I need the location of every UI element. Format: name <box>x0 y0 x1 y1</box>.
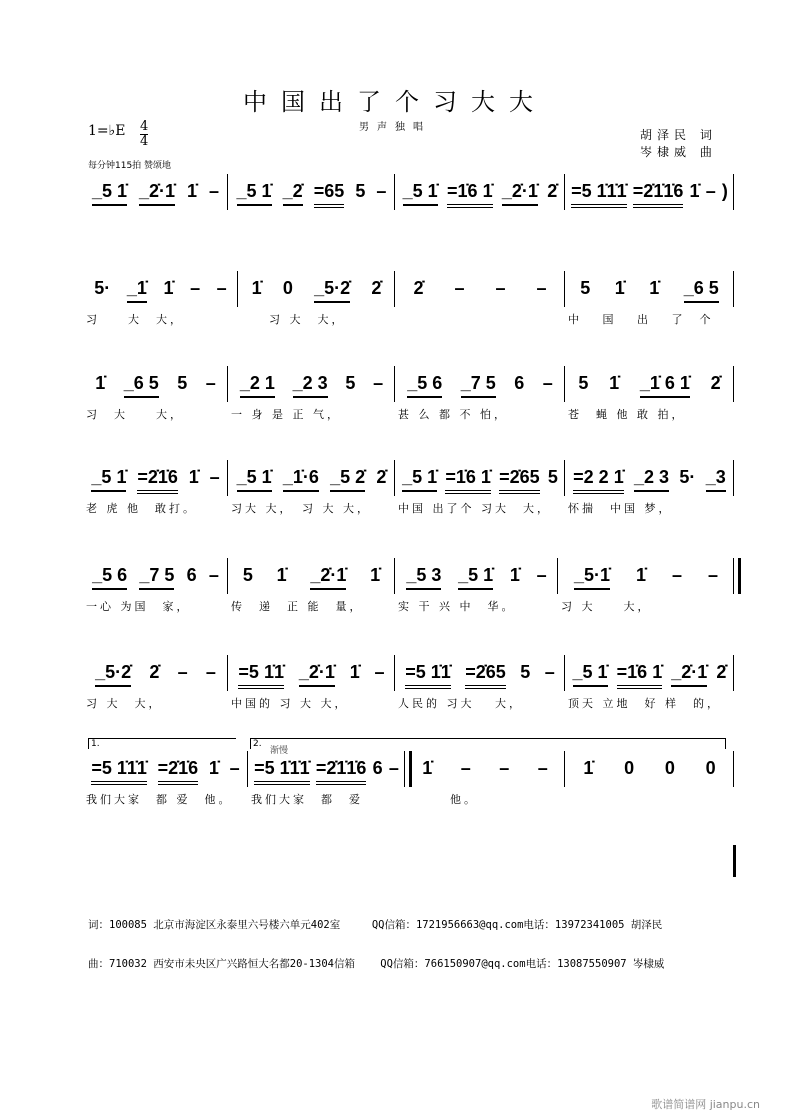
barline <box>733 558 741 594</box>
note-group: =2̇65 <box>465 661 506 689</box>
note-group: =2 2 1̇ <box>573 466 624 494</box>
composer: 岑棣威 曲 <box>640 145 717 159</box>
note-group: =2̇1̇1̇6 <box>316 757 367 785</box>
time-bottom: 4 <box>140 134 149 149</box>
note-group: 0 <box>664 758 675 778</box>
note-group: 1̇ <box>276 565 287 585</box>
note-group: 5 <box>355 181 366 201</box>
lyrics: 习 大 大， <box>86 313 184 326</box>
time-signature <box>140 120 148 149</box>
lyrics: 中国 出了个 习大 大， <box>398 502 551 515</box>
note-group: 1̇ <box>609 373 620 393</box>
lyrics: 中 国 出 了 个 <box>568 313 714 326</box>
note-group: 1̇ <box>509 565 520 585</box>
note-group: _6 5 <box>124 372 159 398</box>
key-signature: 1=♭E <box>88 123 126 139</box>
note-group: _2 3 <box>293 372 328 398</box>
note-group: 5· <box>94 278 111 298</box>
note-group: =5 1̇1̇1̇ <box>571 180 627 208</box>
final-barline <box>733 845 736 877</box>
note-group: 2̇ <box>716 662 727 682</box>
note-group: _1̇·6 <box>283 466 319 492</box>
note-group: =5 1̇1̇ <box>405 661 451 689</box>
note-group: _5 6 <box>407 372 442 398</box>
barline <box>564 460 565 496</box>
note-group: _5 1̇ <box>237 180 272 206</box>
barline <box>733 751 734 787</box>
note-group: =1̇6 1̇ <box>617 661 663 689</box>
note-group: 1̇ <box>614 278 625 298</box>
note-group: 5 <box>547 467 558 487</box>
note-group: 1̇ <box>208 758 219 778</box>
lyrics: 习 大 大， <box>86 408 184 421</box>
note-group: 1̇ <box>163 278 174 298</box>
note-group: _5 1̇ <box>458 564 493 590</box>
note-group: _5 1̇ <box>237 466 272 492</box>
note-group: 0 <box>624 758 635 778</box>
note-group: – <box>536 565 547 585</box>
lyrics: 习大 大， 习 大 大， <box>231 502 371 515</box>
score-line <box>84 372 740 421</box>
note-group: 2̇ <box>376 467 387 487</box>
volta-first <box>88 738 236 749</box>
note-group: _2̇·1̇ <box>310 564 346 590</box>
note-group: _3 <box>706 466 726 492</box>
note-group: =5 1̇1̇1̇ <box>254 757 310 785</box>
note-group: _5·2̇ <box>314 277 350 303</box>
note-group: _1̇ <box>127 277 147 303</box>
lyrics: 习 大 大， <box>86 697 163 710</box>
note-group: _5 1̇ <box>403 180 438 206</box>
measure <box>566 757 735 797</box>
barline <box>227 558 228 594</box>
volta-second <box>250 738 726 749</box>
note-group: 6 <box>372 758 383 778</box>
lyrics: 一心 为国 家， <box>86 600 191 613</box>
credits <box>640 127 717 161</box>
note-group: 1̇ <box>370 565 381 585</box>
barline <box>394 271 395 307</box>
lyrics: 顶天 立地 好 样 的， <box>568 697 721 710</box>
note-group: _2 1 <box>240 372 275 398</box>
score-line <box>84 661 740 710</box>
note-group: 6 <box>514 373 525 393</box>
note-group: _5 2̇ <box>330 466 365 492</box>
barline <box>227 174 228 210</box>
note-group: 1̇ <box>188 467 199 487</box>
barline <box>564 271 565 307</box>
note-group: 2̇ <box>413 278 424 298</box>
note-group: _5·2̇ <box>95 661 131 687</box>
barline <box>564 174 565 210</box>
lyrics: 一 身 是 正 气， <box>231 408 341 421</box>
barline <box>394 460 395 496</box>
note-group: – <box>707 565 718 585</box>
note-group: – <box>542 373 553 393</box>
rit-marking: 渐慢 <box>270 746 289 756</box>
note-group: – <box>460 758 471 778</box>
barline <box>394 655 395 691</box>
note-group: _2 3 <box>634 466 669 492</box>
lyrics: 习 大 大， <box>561 600 652 613</box>
score-line <box>84 277 740 326</box>
barline <box>394 174 395 210</box>
lyrics: 我们大家 都 爱 <box>251 793 363 806</box>
note-group: 2̇ <box>149 662 160 682</box>
note-group: – <box>373 373 384 393</box>
note-group: _2̇·1̇ <box>139 180 175 206</box>
watermark: 歌谱简谱网 jianpu.cn <box>651 1098 760 1111</box>
note-group: =1̇6 1̇ <box>447 180 493 208</box>
contact-footer <box>88 893 664 997</box>
barline <box>733 655 734 691</box>
note-group: =5 1̇1̇1̇ <box>91 757 147 785</box>
lyrics: 苍 蝇 他 敢 拍， <box>568 408 686 421</box>
note-group: =2̇65 <box>499 466 540 494</box>
note-group: – <box>536 278 547 298</box>
note-group: 1̇ <box>635 565 646 585</box>
note-group: _5 6 <box>92 564 127 590</box>
measure <box>396 277 566 317</box>
note-group: – <box>388 758 399 778</box>
note-group: _5 1̇ <box>92 180 127 206</box>
note-group: – <box>671 565 682 585</box>
lyrics: 人民的 习大 大， <box>398 697 523 710</box>
note-group: 5· <box>679 467 696 487</box>
score-line <box>84 180 740 220</box>
note-group: _2̇·1̇ <box>671 661 707 687</box>
note-group: _2̇ <box>283 180 303 206</box>
note-group: 5 <box>578 373 589 393</box>
measure <box>396 180 566 220</box>
barline <box>733 366 734 402</box>
note-group: 5 <box>520 662 531 682</box>
note-group: 1̇ <box>583 758 594 778</box>
note-group: _1̇ 6 1̇ <box>640 372 690 398</box>
lyricist-contact: 词：100085 北京市海淀区永泰里六号楼六单元402室 QQ信箱：1721956663@qq.com电话：13972341005 胡泽民 <box>88 919 663 931</box>
barline <box>237 271 238 307</box>
note-group: ) <box>721 181 728 201</box>
time-top: 4 <box>140 119 149 134</box>
barline <box>227 655 228 691</box>
note-group: – <box>705 181 716 201</box>
note-group: =2̇1̇6 <box>158 757 199 785</box>
composer-contact: 曲：710032 西安市未央区广兴路恒大名都20-1304信箱 QQ信箱：766150907@qq.com电话：13087550907 岑棣威 <box>88 958 665 970</box>
note-group: 1̇ <box>422 758 433 778</box>
barline <box>733 460 734 496</box>
note-group: _7 5 <box>461 372 496 398</box>
note-group: – <box>454 278 465 298</box>
measure <box>229 180 396 220</box>
note-group: 5 <box>242 565 253 585</box>
note-group: 5 <box>345 373 356 393</box>
barline <box>227 366 228 402</box>
measure <box>84 180 229 220</box>
barline <box>564 655 565 691</box>
barline <box>247 751 248 787</box>
barline <box>394 366 395 402</box>
barline <box>733 174 734 210</box>
note-group: =65 <box>314 180 345 208</box>
note-group: 6 <box>186 565 197 585</box>
lyrics: 我们大家 都 爱 他。 <box>86 793 233 806</box>
note-group: _2̇·1̇ <box>299 661 335 687</box>
note-group: 2̇ <box>547 181 558 201</box>
note-group: – <box>209 467 220 487</box>
barline <box>557 558 558 594</box>
note-group: 1̇ <box>251 278 262 298</box>
subtitle: 男声独唱 <box>359 122 431 133</box>
note-group: 1̇ <box>689 181 700 201</box>
note-group: =2̇1̇6 <box>137 466 178 494</box>
note-group: 0 <box>282 278 293 298</box>
note-group: – <box>537 758 548 778</box>
note-group: _7 5 <box>139 564 174 590</box>
note-group: – <box>208 181 219 201</box>
note-group: _5·1̇ <box>574 564 610 590</box>
barline <box>564 366 565 402</box>
note-group: – <box>216 278 227 298</box>
note-group: 2̇ <box>710 373 721 393</box>
note-group: – <box>499 758 510 778</box>
note-group: 2̇ <box>371 278 382 298</box>
note-group: 1̇ <box>95 373 106 393</box>
note-group: 1̇ <box>187 181 198 201</box>
score-line <box>84 757 740 806</box>
note-group: – <box>374 662 385 682</box>
note-group: – <box>177 662 188 682</box>
note-group: – <box>376 181 387 201</box>
lyrics: 怀揣 中国 梦， <box>568 502 673 515</box>
note-group: – <box>495 278 506 298</box>
note-group: – <box>205 662 216 682</box>
note-group: =1̇6 1̇ <box>445 466 491 494</box>
volta-first-label: 1. <box>91 739 100 749</box>
note-group: =5 1̇1̇ <box>238 661 284 689</box>
note-group: =2̇1̇1̇6 <box>633 180 684 208</box>
barline <box>394 558 395 594</box>
note-group: _5 1̇ <box>91 466 126 492</box>
lyrics: 习 大 大， <box>241 313 346 326</box>
note-group: 5 <box>177 373 188 393</box>
lyrics: 实 干 兴 中 华。 <box>398 600 516 613</box>
note-group: _2̇·1̇ <box>502 180 538 206</box>
note-group: _5 3 <box>406 564 441 590</box>
note-group: 1̇ <box>649 278 660 298</box>
note-group: – <box>190 278 201 298</box>
note-group: – <box>208 565 219 585</box>
note-group: 5 <box>580 278 591 298</box>
lyrics: 他。 <box>408 793 478 806</box>
note-group: _5 1̇ <box>573 661 608 687</box>
note-group: 0 <box>705 758 716 778</box>
note-group: _6 5 <box>684 277 719 303</box>
lyrics: 传 递 正 能 量， <box>231 600 364 613</box>
tempo-marking: 每分钟115拍 赞颂地 <box>88 161 172 171</box>
lyrics: 老 虎 他 敢打。 <box>86 502 197 515</box>
note-group: – <box>544 662 555 682</box>
measure <box>566 180 735 220</box>
barline <box>227 460 228 496</box>
barline <box>733 271 734 307</box>
volta-second-label: 2. <box>253 739 262 749</box>
note-group: – <box>205 373 216 393</box>
note-group: – <box>229 758 240 778</box>
score-line <box>84 466 740 515</box>
note-group: 1̇ <box>349 662 360 682</box>
lyricist: 胡泽民 词 <box>640 128 717 142</box>
barline <box>564 751 565 787</box>
note-group: _5 1̇ <box>402 466 437 492</box>
lyrics: 中国的 习 大 大， <box>231 697 349 710</box>
score-line <box>84 564 740 613</box>
lyrics: 甚 么 都 不 怕， <box>398 408 508 421</box>
song-title: 中国出了个习大大 <box>243 88 547 116</box>
